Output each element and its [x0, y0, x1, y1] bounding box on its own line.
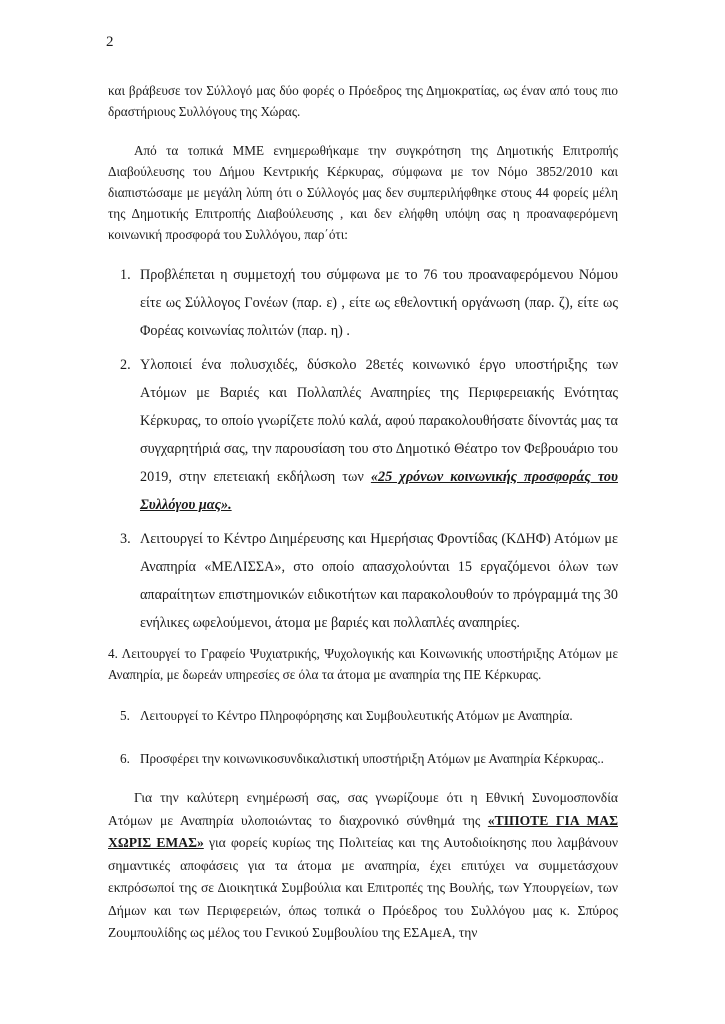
list-item-number: 2.	[120, 357, 131, 373]
list-item-4	[108, 643, 618, 685]
paragraph-esamea	[108, 787, 618, 945]
list-item-6	[108, 748, 618, 769]
paragraph-continuation: και βράβευσε τον Σύλλογό μας δύο φορές ο Πρόεδρος της Δημοκρατίας, ως έναν από τους πιο δραστήριους Συλλόγους της Χώρας.	[108, 83, 618, 119]
paragraph-consultation-committee: Από τα τοπικά ΜΜΕ ενημερωθήκαμε την συγκρότηση της Δημοτικής Επιτροπής Διαβούλευσης του Δήμου Κεντρικής Κέρκυρας, σύμφωνα με τον Νόμο 3852/2010 και διαπιστώσαμε με μεγάλη λύπη ότι ο Σύλλογός μας δεν συμπεριλήφθηκε στους 44 φορείς μέλη της Δημοτικής Επιτροπής Διαβούλευσης , και δεν ελήφθη υπόψη σας η προαναφερόμενη κοινωνική προσφορά του Συλλόγου, παρ΄ότι:	[108, 143, 618, 242]
list-item-number: 5.	[120, 708, 130, 723]
list-item-1	[108, 261, 618, 345]
list-item-text: Υλοποιεί ένα πολυσχιδές, δύσκολο 28ετές κοινωνικό έργο υποστήριξης των Ατόμων με Βαριές και Πολλαπλές Αναπηρίες της Περιφερειακής Ενότητας Κέρκυρας, το οποίο γνωρίζετε πολύ καλά, αφού παρακολουθήσατε δίνοντάς μας τα συγχαρητήριά σας, την παρουσίαση του στο Δημοτικό Θέατρο τον Φεβρουάριο του 2019, στην επετειακή εκδήλωση των	[140, 357, 618, 485]
reasons-list	[108, 261, 618, 769]
list-item-text: Προβλέπεται η συμμετοχή του σύμφωνα με το 76 του προαναφερόμενου Νόμου είτε ως Σύλλογος Γονέων (παρ. ε) , είτε ως εθελοντική οργάνωση (παρ. ζ), είτε ως Φορέας κοινωνίας πολιτών (παρ. η) .	[140, 267, 618, 339]
list-item-text: Λειτουργεί το Κέντρο Διημέρευσης και Ημερήσιας Φροντίδας (ΚΔΗΦ) Ατόμων με Αναπηρία «ΜΕΛΙΣΣΑ», στο οποίο απασχολούνται 15 εργαζόμενοι όλων των απαραίτητων επιστημονικών ειδικοτήτων και παρακολουθούν το πρόγραμμά της 30 ενήλικες ωφελούμενοι, άτομα με βαριές και πολλαπλές αναπηρίες.	[140, 531, 618, 631]
list-item-3	[108, 525, 618, 637]
slogan-highlight: «ΤΙΠΟΤΕ ΓΙΑ ΜΑΣ ΧΩΡΙΣ ΕΜΑΣ»	[108, 812, 618, 850]
list-item-5	[108, 705, 618, 726]
closing-text-before: Για την καλύτερη ενημέρωσή σας, σας γνωρίζουμε ότι η Εθνική Συνομοσπονδία Ατόμων με Αναπηρία υλοποιώντας το διαχρονικό σύνθημά της	[108, 790, 618, 828]
list-item-number: 4.	[108, 646, 118, 661]
anniversary-event-highlight: «25 χρόνων κοινωνικής προσφοράς του Συλλόγου μας».	[140, 469, 618, 513]
list-item-2	[108, 351, 618, 519]
list-item-number: 3.	[120, 531, 131, 547]
list-item-text: Λειτουργεί το Κέντρο Πληροφόρησης και Συμβουλευτικής Ατόμων με Αναπηρία.	[140, 708, 573, 723]
list-item-text: Λειτουργεί το Γραφείο Ψυχιατρικής, Ψυχολογικής και Κοινωνικής υποστήριξης Ατόμων με Αναπηρία, με δωρεάν υπηρεσίες σε όλα τα άτομα με αναπηρία της ΠΕ Κέρκυρας.	[108, 646, 619, 682]
list-item-number: 1.	[120, 267, 131, 283]
list-item-text: Προσφέρει την κοινωνικοσυνδικαλιστική υποστήριξη Ατόμων με Αναπηρία Κέρκυρας..	[140, 751, 604, 766]
closing-text-after: για φορείς κυρίως της Πολιτείας και της Αυτοδιοίκησης που λαμβάνουν σημαντικές αποφάσεις για τα άτομα με αναπηρία, έχει επιτύχει να συμμετάσχουν εκπρόσωποί της σε Διοικητικά Συμβούλια και Επιτροπές της Βουλής, των Υπουργείων, των Δήμων και των Περιφερειών, όπως τοπικά ο Πρόεδρος του Συλλόγου μας κ. Σπύρος Ζουμπουλίδης ως μέλος του Γενικού Συμβουλίου της ΕΣΑμεΑ, την	[108, 835, 618, 940]
page-number: 2	[106, 34, 114, 50]
document-body	[108, 80, 618, 945]
list-item-number: 6.	[120, 751, 130, 766]
